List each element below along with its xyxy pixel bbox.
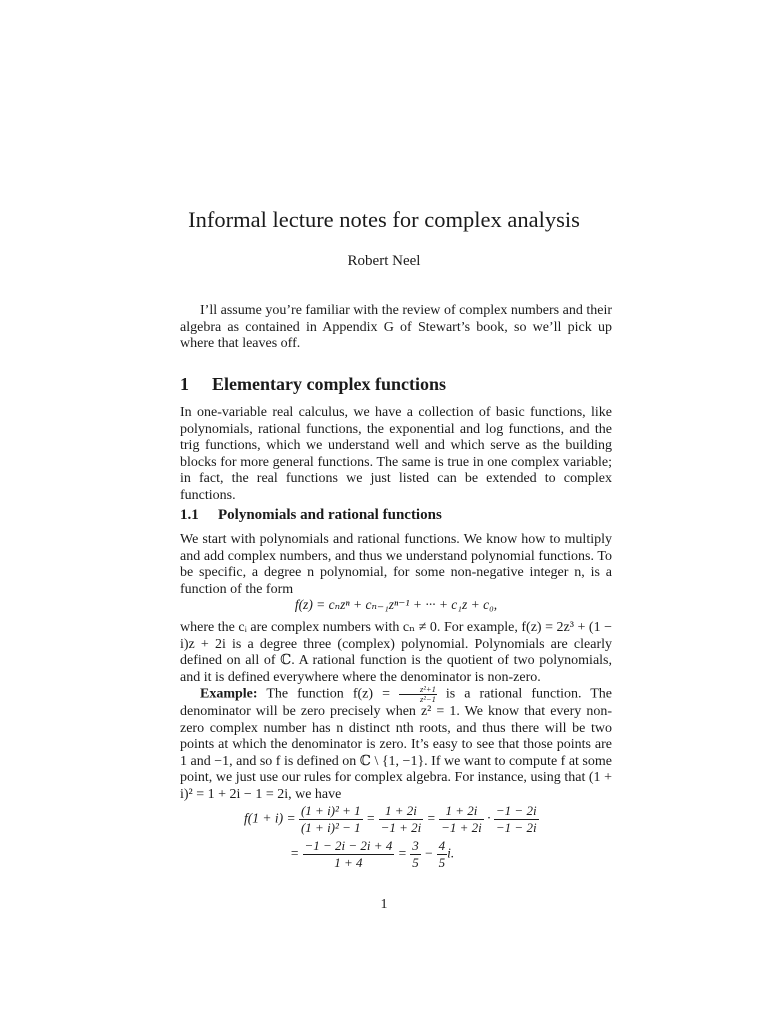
- equals-sign: =: [290, 845, 300, 861]
- example-fraction-denominator: z²−1: [420, 694, 436, 704]
- fraction-6-numerator: 3: [412, 838, 419, 853]
- example-text-pre: The function f(z) =: [266, 686, 390, 702]
- fraction-7-numerator: 4: [438, 838, 446, 853]
- equals-sign: =: [426, 810, 436, 826]
- minus-sign: −: [424, 845, 434, 861]
- subsection-title: Polynomials and rational functions: [218, 507, 442, 523]
- example-fraction: [399, 685, 437, 704]
- fraction-2-numerator: 1 + 2i: [379, 803, 424, 820]
- fraction-1: [299, 803, 363, 836]
- fraction-4-denominator: −1 − 2i: [495, 820, 537, 835]
- fraction-1-numerator: (1 + i)² + 1: [300, 803, 361, 818]
- fraction-4-numerator: −1 − 2i: [495, 803, 537, 818]
- fraction-7-denominator: 5: [438, 855, 446, 870]
- example-fraction-numerator: z²+1: [399, 685, 437, 695]
- example-paragraph: [180, 685, 612, 803]
- fraction-2: [379, 803, 424, 836]
- section-body-paragraph: In one-variable real calculus, we have a collection of basic functions, like polynomials, rational functions, the exponential and log functions, and the trig functions, which we understand well and which serve as the building blocks for more general functions. The same is true in one complex variable; in fact, the real functions we just listed can be extended to complex functions.: [180, 405, 612, 503]
- multiplication-dot: ·: [487, 810, 491, 826]
- fraction-3-numerator: 1 + 2i: [439, 803, 484, 820]
- fraction-5: [303, 838, 395, 871]
- fraction-3: [439, 803, 484, 836]
- fraction-5-denominator: 1 + 4: [334, 855, 363, 870]
- author-name: Robert Neel: [347, 253, 421, 269]
- polynomial-equation: f(z) = cₙzⁿ + cₙ₋₁zⁿ⁻¹ + ··· + c₁z + c₀,: [294, 597, 498, 612]
- example-label: Example:: [200, 686, 258, 702]
- fraction-5-numerator: −1 − 2i − 2i + 4: [304, 838, 393, 853]
- fraction-7: [437, 838, 448, 871]
- section-number: 1: [180, 374, 189, 394]
- display-equation-line-2: [290, 838, 454, 871]
- intro-paragraph: I’ll assume you’re familiar with the review of complex numbers and their algebra as contained in Appendix G of Stewart’s book, so we’ll pick up where that leaves off.: [180, 303, 612, 351]
- fraction-6: [410, 838, 421, 871]
- equals-sign: =: [397, 845, 407, 861]
- fraction-1-denominator: (1 + i)² − 1: [300, 820, 361, 835]
- fraction-3-denominator: −1 + 2i: [441, 820, 482, 835]
- section-title: Elementary complex functions: [212, 374, 446, 394]
- section-heading: [180, 373, 446, 395]
- subsection-number: 1.1: [180, 507, 199, 523]
- document-title: Informal lecture notes for complex analysis: [188, 207, 580, 232]
- subsection-heading: [180, 505, 442, 525]
- equation-tail: i.: [447, 845, 455, 861]
- page-number: 1: [380, 897, 388, 912]
- fraction-4: [494, 803, 539, 836]
- fraction-6-denominator: 5: [412, 855, 419, 870]
- fraction-2-denominator: −1 + 2i: [380, 820, 422, 835]
- display-equation-line-1: [244, 803, 539, 836]
- example-text-post: is a rational function. The denominator will be zero precisely when z² = 1. We know that every non-zero complex number has n distinct nth roots, and thus there will be two points at which the denominator is zero. It’s easy to see that those points are 1 and −1, and so f is defined on ℂ \ {1, −1}. If we want to compute f at some point, we just use our rules for complex algebra. For instance, using that (1 + i)² = 1 + 2i − 1 = 2i, we have: [180, 686, 613, 802]
- eq-lhs: f(1 + i) =: [244, 810, 296, 826]
- equals-sign: =: [366, 810, 376, 826]
- polynomial-paragraph: We start with polynomials and rational functions. We know how to multiply and add complex numbers, and thus we understand polynomial functions. To be specific, a degree n polynomial, for some non-negative integer n, is a function of the form: [180, 532, 612, 597]
- rational-paragraph: where the cᵢ are complex numbers with cₙ ≠ 0. For example, f(z) = 2z³ + (1 − i)z + 2i is a degree three (complex) polynomial. Polynomials are clearly defined on all of ℂ. A rational function is the quotient of two polynomials, and it is defined everywhere where the denominator is non-zero.: [180, 620, 612, 685]
